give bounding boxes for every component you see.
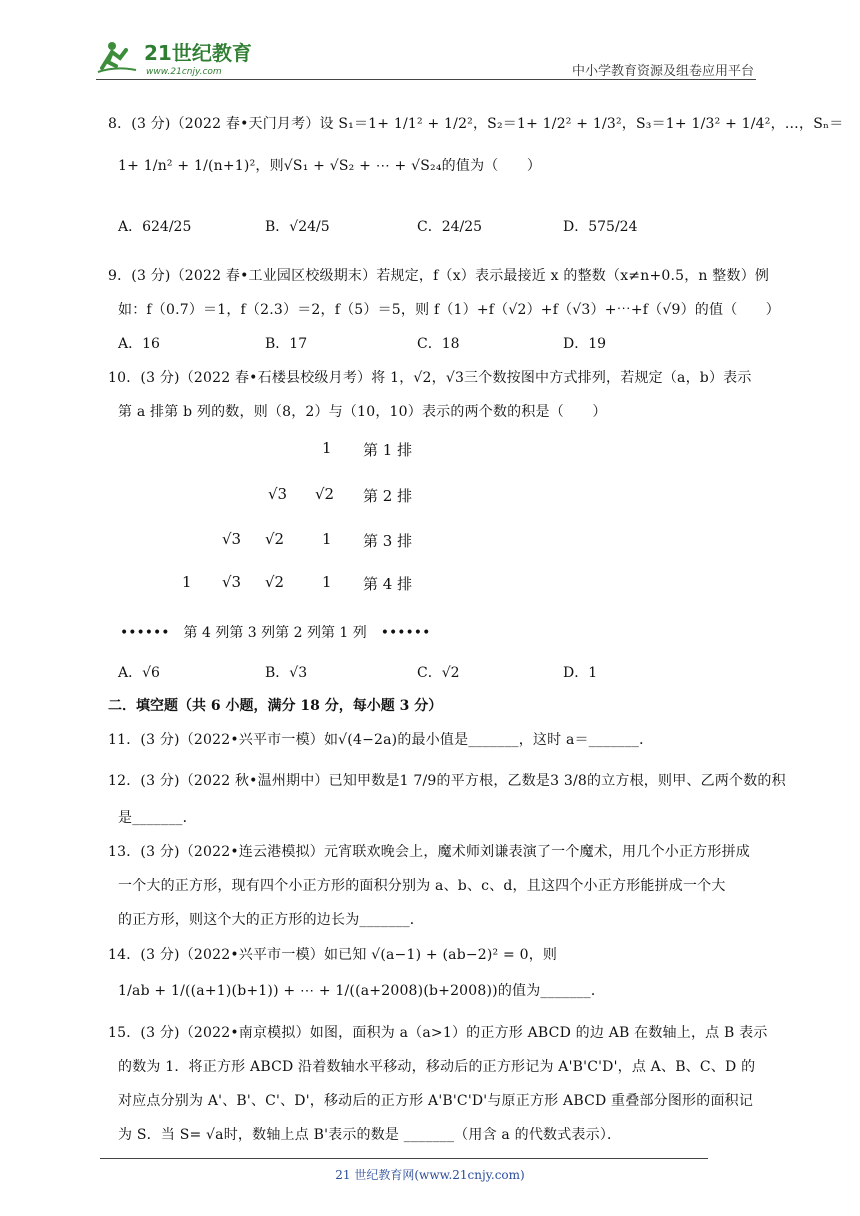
footer-divider xyxy=(100,1158,708,1159)
q13-line2: 一个大的正方形，现有四个小正方形的面积分别为 a、b、c、d，且这四个小正方形能拼成一个大 xyxy=(118,878,726,894)
triangle-cell: √3 xyxy=(222,573,242,591)
q10-line1: 10．(3 分)（2022 春•石楼县校级月考）将 1，√2，√3三个数按图中方式排列，若规定（a，b）表示 xyxy=(108,370,752,386)
q15-line2: 的数为 1．将正方形 ABCD 沿着数轴水平移动，移动后的正方形记为 A'B'C'D'，点 A、B、C、D 的 xyxy=(118,1059,756,1075)
q8-option-a: A．624/25 xyxy=(118,219,192,235)
q11-line1: 11．(3 分)（2022•兴平市一模）如√(4−2a)的最小值是_______，这时 a＝_______． xyxy=(108,732,654,748)
q10-line2: 第 a 排第 b 列的数，则（8，2）与（10，10）表示的两个数的积是（ ） xyxy=(118,404,607,420)
logo-url: www.21cnjy.com xyxy=(146,67,222,77)
q10-option-a: A．√6 xyxy=(118,665,160,681)
triangle-cell: √2 xyxy=(265,573,285,591)
footer-text: 21 世纪教育网(www.21cnjy.com) xyxy=(335,1168,525,1182)
row-label: 第 1 排 xyxy=(363,441,413,459)
q8-line2: 1+ 1/n² + 1/(n+1)²，则√S₁ + √S₂ + ⋯ + √S₂₄的值为（ ） xyxy=(118,158,542,174)
q10-option-c: C．√2 xyxy=(417,665,460,681)
q9-line1: 9．(3 分)（2022 春•工业园区校级期末）若规定，f（x）表示最接近 x 的整数（x≠n+0.5，n 整数）例 xyxy=(108,268,770,284)
q9-line2: 如：f（0.7）＝1，f（2.3）＝2，f（5）＝5，则 f（1）+f（√2）+f（√3）+⋯+f（√9）的值（ ） xyxy=(118,302,780,318)
q8-option-c: C．24/25 xyxy=(417,219,483,235)
q12-line1: 12．(3 分)（2022 秋•温州期中）已知甲数是1 7/9的平方根，乙数是3 3/8的立方根，则甲、乙两个数的积 xyxy=(108,773,786,789)
site-logo xyxy=(96,36,266,78)
triangle-cell: 1 xyxy=(322,530,332,548)
triangle-cell: √2 xyxy=(315,485,335,503)
q9-option-c: C．18 xyxy=(417,336,460,352)
q15-line3: 对应点分别为 A'、B'、C'、D'，移动后的正方形 A'B'C'D'与原正方形 ABCD 重叠部分图形的面积记 xyxy=(118,1093,754,1109)
q8-option-d: D．575/24 xyxy=(563,219,638,235)
section-heading: 二．填空题（共 6 小题，满分 18 分，每小题 3 分） xyxy=(108,698,443,714)
q9-option-b: B．17 xyxy=(265,336,308,352)
triangle-cell: √3 xyxy=(222,530,242,548)
q8-option-b: B．√24/5 xyxy=(265,219,330,235)
column-labels: •••••• 第 4 列第 3 列第 2 列第 1 列 •••••• xyxy=(120,625,431,641)
triangle-cell: 1 xyxy=(182,573,192,591)
q13-line1: 13．(3 分)（2022•连云港模拟）元宵联欢晚会上，魔术师刘谦表演了一个魔术，用几个小正方形拼成 xyxy=(108,844,750,860)
q10-option-d: D．1 xyxy=(563,665,598,681)
q15-line1: 15．(3 分)（2022•南京模拟）如图，面积为 a（a>1）的正方形 ABCD 的边 AB 在数轴上，点 B 表示 xyxy=(108,1025,768,1041)
q14-line1: 14．(3 分)（2022•兴平市一模）如已知 √(a−1) + (ab−2)² = 0，则 xyxy=(108,947,558,963)
q14-line2: 1/ab + 1/((a+1)(b+1)) + ⋯ + 1/((a+2008)(b+2008))的值为_______． xyxy=(118,983,606,999)
q15-line4: 为 S．当 S= √a时，数轴上点 B'表示的数是 _______（用含 a 的代数式表示）． xyxy=(118,1127,622,1143)
row-label: 第 4 排 xyxy=(363,575,413,593)
q8-line1: 8．(3 分)（2022 春•天门月考）设 S₁＝1+ 1/1² + 1/2²，S₂＝1+ 1/2² + 1/3²，S₃＝1+ 1/3² + 1/4²，…，Sₙ＝ xyxy=(108,116,844,132)
row-label: 第 2 排 xyxy=(363,487,413,505)
q9-option-d: D．19 xyxy=(563,336,607,352)
triangle-cell: 1 xyxy=(322,573,332,591)
triangle-cell: √2 xyxy=(265,530,285,548)
platform-name: 中小学教育资源及组卷应用平台 xyxy=(571,64,754,79)
triangle-cell: √3 xyxy=(268,485,288,503)
row-label: 第 3 排 xyxy=(363,532,413,550)
q9-option-a: A．16 xyxy=(118,336,160,352)
q10-option-b: B．√3 xyxy=(265,665,308,681)
logo-text: 21世纪教育 xyxy=(144,41,252,65)
header-divider xyxy=(96,79,756,80)
q13-line3: 的正方形，则这个大的正方形的边长为_______． xyxy=(118,912,424,928)
q12-line2: 是_______． xyxy=(118,810,197,826)
triangle-cell: 1 xyxy=(322,439,332,457)
